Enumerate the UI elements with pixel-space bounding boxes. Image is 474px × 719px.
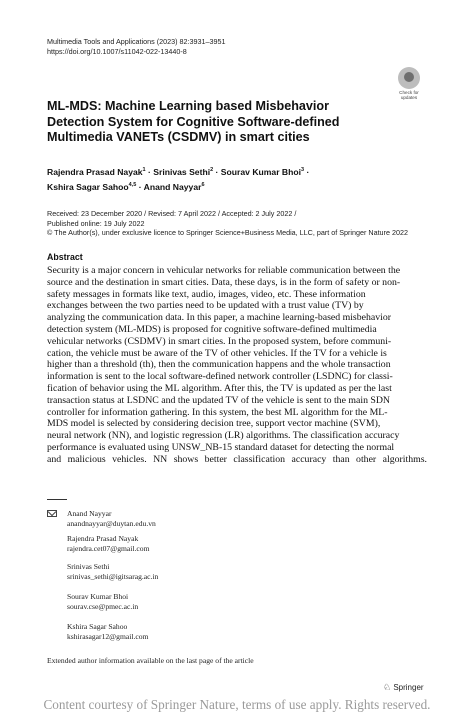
contact-entry: [67, 622, 148, 641]
title-line: ML-MDS: Machine Learning based Misbehavior: [47, 99, 330, 113]
author-name: Rajendra Prasad Nayak: [47, 166, 143, 177]
abstract-line: information is sent to the local software-defined network controller (LSDNC) for classi-: [47, 371, 393, 383]
contact-entry: [67, 534, 149, 553]
contact-entry: [67, 562, 158, 581]
affiliation-mark: 6: [201, 182, 205, 189]
springer-horse-icon: ♘: [383, 683, 392, 693]
contact-email[interactable]: anandnayyar@duytan.edu.vn: [67, 518, 156, 528]
author-separator: ·: [145, 166, 154, 177]
springer-wordmark: Springer: [393, 683, 424, 692]
contact-email[interactable]: sourav.cse@pmec.ac.in: [67, 601, 139, 611]
dates-line: Received: 23 December 2020 / Revised: 7 April 2022 / Accepted: 2 July 2022 /: [47, 209, 297, 218]
contact-entry: [67, 509, 156, 528]
author-name: Srinivas Sethi: [153, 166, 211, 177]
author-separator: ·: [213, 166, 221, 177]
doi-link[interactable]: https://doi.org/10.1007/s11042-022-13440-8: [47, 46, 187, 56]
courtesy-notice: Content courtesy of Springer Nature, terms of use apply. Rights reserved.: [43, 697, 431, 712]
abstract-line: fication of behavior using the ML algorithm. After this, the TV is updated as per the last: [47, 382, 392, 394]
author-list: [47, 164, 407, 195]
affiliation-mark: 3: [301, 167, 305, 173]
abstract-line: detection system (ML-MDS) is proposed for cognitive software-defined multimedia: [47, 323, 377, 335]
author-name: Anand Nayyar: [143, 182, 202, 193]
check-updates-label-1: Check for: [399, 90, 419, 95]
envelope-icon: [47, 510, 57, 517]
author-name: Kshira Sagar Sahoo: [47, 182, 129, 193]
affiliation-mark: 4,5: [128, 182, 137, 189]
contact-email[interactable]: rajendra.cet07@gmail.com: [67, 543, 150, 553]
contact-name: Kshira Sagar Sahoo: [67, 622, 128, 631]
copyright-line: © The Author(s), under exclusive licence to Springer Science+Business Media, LLC, part of Springer Nature 2022: [47, 228, 408, 238]
abstract-line: safety messages in formats like text, audio, images, video, etc. These information: [47, 288, 366, 300]
abstract-line: performance is evaluated using UNSW_NB-15 standard dataset for detecting the normal: [47, 441, 395, 453]
abstract-body: [47, 265, 427, 466]
check-for-updates-badge[interactable]: [393, 67, 425, 103]
author-separator: ·: [136, 182, 144, 193]
affiliation-mark: 1: [142, 167, 146, 173]
paper-title: [47, 99, 377, 146]
contact-email[interactable]: srinivas_sethi@igitsarag.ac.in: [67, 571, 159, 581]
abstract-line: analyzing the communication data. In this paper, a machine learning-based misbehavior: [47, 312, 392, 324]
contact-name: Rajendra Prasad Nayak: [67, 534, 139, 543]
abstract-line: exchanges between the two parties need to be updated with a trust value (TV) by: [47, 300, 364, 312]
contact-name: Sourav Kumar Bhoi: [67, 592, 129, 601]
publication-dates: [47, 209, 447, 238]
abstract-line: higher than a threshold (th), then the communication happens and the whole transaction: [47, 359, 391, 371]
check-updates-label-2: updates: [400, 95, 418, 100]
journal-header: [47, 37, 225, 56]
contact-name: Anand Nayyar: [67, 509, 112, 518]
contact-entry: [67, 592, 138, 611]
abstract-line: and malicious vehicles. NN shows better classification accuracy than other algorithms.: [47, 453, 427, 465]
extended-author-info: Extended author information available on the last page of the article: [47, 656, 254, 665]
title-line: Multimedia VANETs (CSDMV) in smart cities: [47, 130, 310, 144]
contact-name: Srinivas Sethi: [67, 562, 110, 571]
abstract-line: Security is a major concern in vehicular networks for reliable communication between the: [47, 265, 401, 276]
contact-email[interactable]: kshirasagar12@gmail.com: [67, 631, 149, 641]
journal-citation: Multimedia Tools and Applications (2023) 82:3931–3951: [47, 37, 226, 46]
check-updates-icon: [398, 67, 420, 89]
abstract-line: transaction status at LSDNC and the updated TV of the vehicle is sent to the main SDN: [47, 394, 391, 406]
author-name: Sourav Kumar Bhoi: [220, 166, 302, 177]
abstract-line: neural network (NN), and logistic regression (LR) algorithms. The classification accuracy: [47, 430, 400, 442]
footnote-rule: [47, 499, 67, 500]
abstract-line: controller for information gathering. In this system, the best ML algorithm for the ML-: [47, 406, 388, 418]
springer-logo: [383, 683, 424, 693]
abstract-line: MDS model is selected by considering decision tree, support vector machine (SVM),: [47, 418, 381, 430]
abstract-heading: Abstract: [47, 252, 83, 262]
author-separator: ·: [304, 166, 310, 177]
affiliation-mark: 2: [210, 167, 214, 173]
abstract-line: source and the destination in smart cities. Data, these days, is in the form of safety or non-: [47, 276, 401, 288]
abstract-line: cation, the vehicle must be aware of the TV of other vehicles. If the TV for a vehicle is: [47, 347, 387, 359]
title-line: Detection System for Cognitive Software-defined: [47, 114, 340, 129]
abstract-line: vehicular networks (CSDMV) in smart cities. In the proposed system, before communi-: [47, 335, 392, 347]
dates-line: Published online: 19 July 2022: [47, 218, 145, 228]
